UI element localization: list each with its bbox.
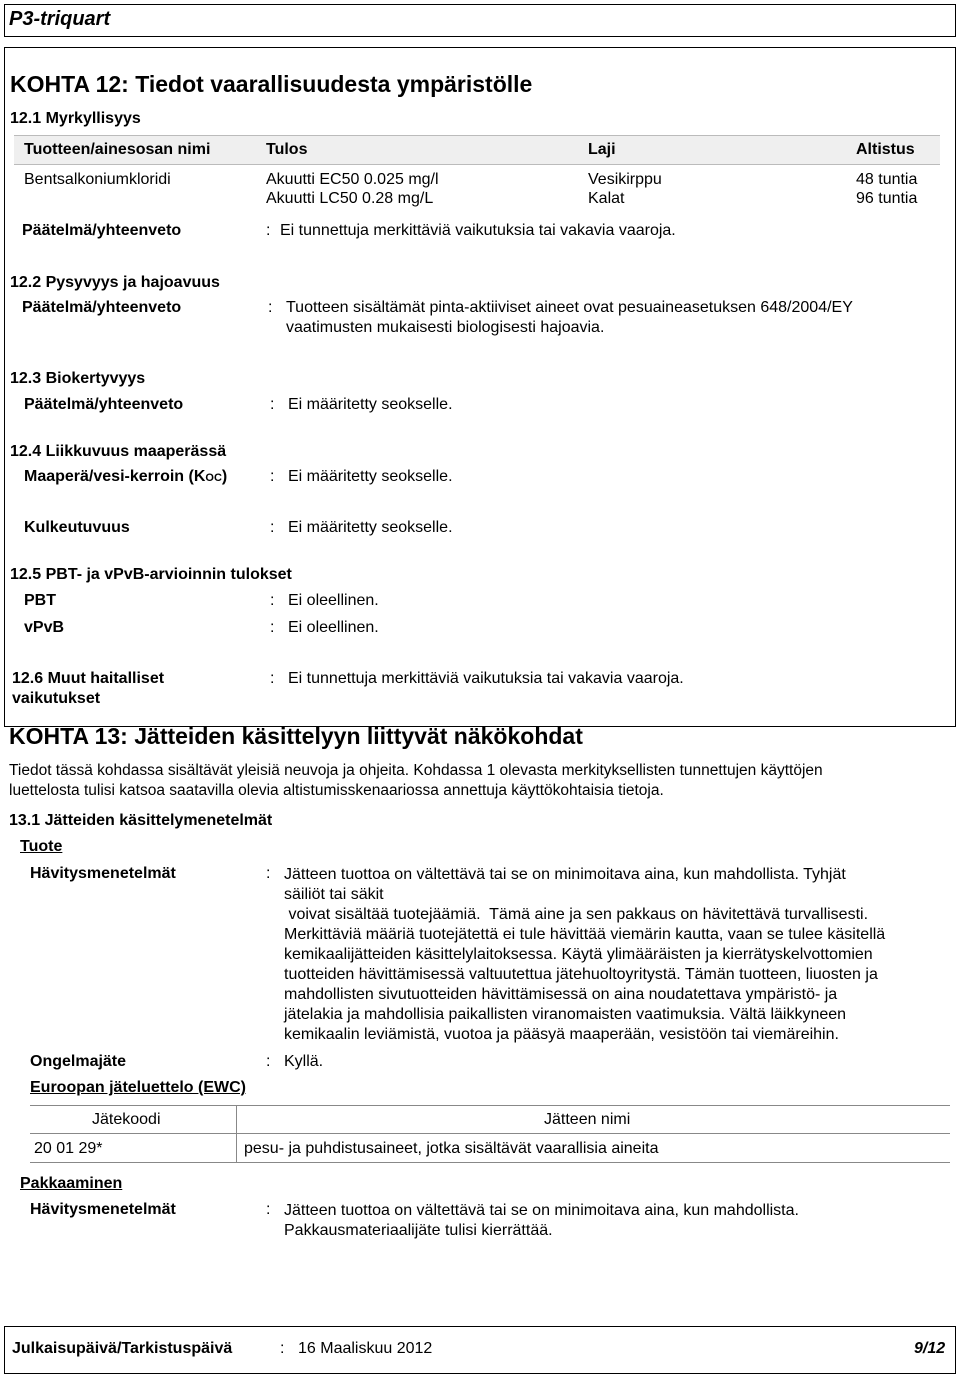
hazardous-waste-label: Ongelmajäte bbox=[30, 1053, 127, 1070]
page-number: 9/12 bbox=[914, 1340, 946, 1357]
koc-value: Ei määritetty seokselle. bbox=[288, 468, 453, 485]
koc-label bbox=[24, 468, 227, 486]
th-species: Laji bbox=[588, 141, 616, 158]
vpvb-value: Ei oleellinen. bbox=[288, 619, 379, 636]
s12-6-heading-line1: 12.6 Muut haitalliset bbox=[12, 670, 165, 687]
disposal-label: Hävitysmenetelmät bbox=[30, 865, 176, 882]
ewc-th-name: Jätteen nimi bbox=[544, 1111, 631, 1128]
s12-3-colon: : bbox=[270, 396, 275, 413]
section-12-title: KOHTA 12: Tiedot vaarallisuudesta ympäristölle bbox=[10, 71, 533, 97]
disposal-colon: : bbox=[266, 865, 271, 882]
s12-2-colon: : bbox=[268, 299, 273, 316]
s12-2-heading: 12.2 Pysyvyys ja hajoavuus bbox=[10, 274, 220, 291]
disposal-line: tuotteiden hävittämisessä valtuutettua jätehuoltoyritystä. Tämän tuotteen, liuosten ja bbox=[284, 966, 878, 983]
disposal-line: voivat sisältää tuotejäämiä. Tämä aine ja sen pakkaus on hävitettävä turvallisesti. bbox=[284, 906, 869, 923]
packaging-line: Pakkausmateriaalijäte tulisi kierrättää. bbox=[284, 1222, 553, 1239]
footer-date-label: Julkaisupäivä/Tarkistuspäivä bbox=[12, 1340, 233, 1357]
packaging-line: Jätteen tuottoa on vältettävä tai se on minimoitava aina, kun mahdollista. bbox=[284, 1202, 799, 1219]
hazardous-waste-value: Kyllä. bbox=[284, 1053, 324, 1070]
mobility-value: Ei määritetty seokselle. bbox=[288, 519, 453, 536]
s12-1-conclusion-value: Ei tunnettuja merkittäviä vaikutuksia tai vakavia vaaroja. bbox=[280, 222, 676, 239]
mobility-colon: : bbox=[270, 519, 275, 536]
vpvb-label: vPvB bbox=[24, 619, 65, 636]
packaging-heading: Pakkaaminen bbox=[20, 1175, 123, 1192]
pbt-colon: : bbox=[270, 592, 275, 609]
disposal-line: mahdollisten sivutuotteiden hävittämisessä on aina noudatettava ympäristö- ja bbox=[284, 986, 838, 1003]
s12-2-label: Päätelmä/yhteenveto bbox=[22, 299, 182, 316]
pbt-value: Ei oleellinen. bbox=[288, 592, 379, 609]
s12-1-colon: : bbox=[266, 222, 271, 239]
s12-6-colon: : bbox=[270, 670, 275, 687]
koc-colon: : bbox=[270, 468, 275, 485]
footer-colon: : bbox=[280, 1340, 285, 1357]
ewc-code: 20 01 29* bbox=[34, 1140, 103, 1157]
hazardous-waste-colon: : bbox=[266, 1053, 271, 1070]
disposal-line: jätelakia ja mahdollisia paikallisten viranomaisten vaatimuksia. Vältä läikkyneen bbox=[284, 1006, 847, 1023]
species-2: Kalat bbox=[588, 190, 625, 207]
ewc-table-col-divider bbox=[236, 1105, 237, 1163]
mobility-label: Kulkeutuvuus bbox=[24, 519, 130, 536]
pbt-label: PBT bbox=[24, 592, 56, 609]
section-13-title: KOHTA 13: Jätteiden käsittelyyn liittyvät näkökohdat bbox=[9, 723, 583, 749]
disposal-line: Jätteen tuottoa on vältettävä tai se on minimoitava aina, kun mahdollista. Tyhjät bbox=[284, 866, 846, 883]
s12-6-heading-line2: vaikutukset bbox=[12, 690, 101, 707]
s12-2-value-line1: Tuotteen sisältämät pinta-aktiiviset aineet ovat pesuaineasetuksen 648/2004/EY bbox=[286, 299, 853, 316]
koc-label-end: ) bbox=[221, 468, 228, 485]
koc-label-main: Maaperä/vesi-kerroin (K bbox=[24, 468, 206, 485]
s12-2-value-line2: vaatimusten mukaisesti biologisesti hajoavia. bbox=[286, 319, 605, 336]
exposure-2: 96 tuntia bbox=[856, 190, 918, 207]
exposure-1: 48 tuntia bbox=[856, 171, 918, 188]
s12-3-label: Päätelmä/yhteenveto bbox=[24, 396, 184, 413]
packaging-label: Hävitysmenetelmät bbox=[30, 1201, 176, 1218]
s12-1-conclusion-label: Päätelmä/yhteenveto bbox=[22, 222, 182, 239]
product-heading: Tuote bbox=[20, 838, 63, 855]
s12-3-value: Ei määritetty seokselle. bbox=[288, 396, 453, 413]
s12-4-heading: 12.4 Liikkuvuus maaperässä bbox=[10, 443, 227, 460]
s12-5-heading: 12.5 PBT- ja vPvB-arvioinnin tulokset bbox=[10, 566, 292, 583]
product-name: P3-triquart bbox=[9, 8, 111, 30]
disposal-text bbox=[284, 865, 885, 1045]
disposal-line: kemikaalin leviämistä, vuotoa ja pääsyä maaperään, vesistöön tai viemäreihin. bbox=[284, 1026, 839, 1043]
ewc-name: pesu- ja puhdistusaineet, jotka sisältävät vaarallisia aineita bbox=[244, 1140, 659, 1157]
disposal-line: kemikaalijätteiden käsittelylaitoksessa. Käytä ylimääräisten ja kierrätyskelvottomien bbox=[284, 946, 873, 963]
species-1: Vesikirppu bbox=[588, 171, 662, 188]
koc-label-sub: OC bbox=[205, 472, 222, 484]
s12-6-value: Ei tunnettuja merkittäviä vaikutuksia tai vakavia vaaroja. bbox=[288, 670, 684, 687]
packaging-colon: : bbox=[266, 1201, 271, 1218]
result-1: Akuutti EC50 0.025 mg/l bbox=[266, 171, 439, 188]
ewc-table-divider bbox=[30, 1133, 950, 1134]
th-exposure: Altistus bbox=[856, 141, 915, 158]
s13-intro-line2: luettelosta tulisi katsoa saatavilla olevia altistumisskenaariossa annettuja käyttökohtaisia tietoja. bbox=[9, 782, 664, 799]
s12-3-heading: 12.3 Biokertyvyys bbox=[10, 370, 146, 387]
substance-name: Bentsalkoniumkloridi bbox=[24, 171, 171, 188]
result-2: Akuutti LC50 0.28 mg/L bbox=[266, 190, 434, 207]
disposal-line: säiliöt tai säkit bbox=[284, 886, 384, 903]
packaging-text bbox=[284, 1201, 799, 1241]
disposal-line: Merkittäviä määriä tuotejätettä ei tule hävittää viemärin kautta, vaan se tulee käsitellä bbox=[284, 926, 886, 943]
ewc-th-code: Jätekoodi bbox=[92, 1111, 161, 1128]
footer-date-value: 16 Maaliskuu 2012 bbox=[298, 1340, 433, 1357]
ewc-heading: Euroopan jäteluettelo (EWC) bbox=[30, 1079, 246, 1096]
s13-intro-line1: Tiedot tässä kohdassa sisältävät yleisiä neuvoja ja ohjeita. Kohdassa 1 olevasta merkityksellisten tunnettujen käyttöjen bbox=[9, 762, 823, 779]
th-result: Tulos bbox=[266, 141, 308, 158]
vpvb-colon: : bbox=[270, 619, 275, 636]
header-bar bbox=[4, 4, 956, 37]
th-name: Tuotteen/ainesosan nimi bbox=[24, 141, 211, 158]
s13-1-heading: 13.1 Jätteiden käsittelymenetelmät bbox=[9, 812, 273, 829]
s12-1-heading: 12.1 Myrkyllisyys bbox=[10, 110, 141, 127]
